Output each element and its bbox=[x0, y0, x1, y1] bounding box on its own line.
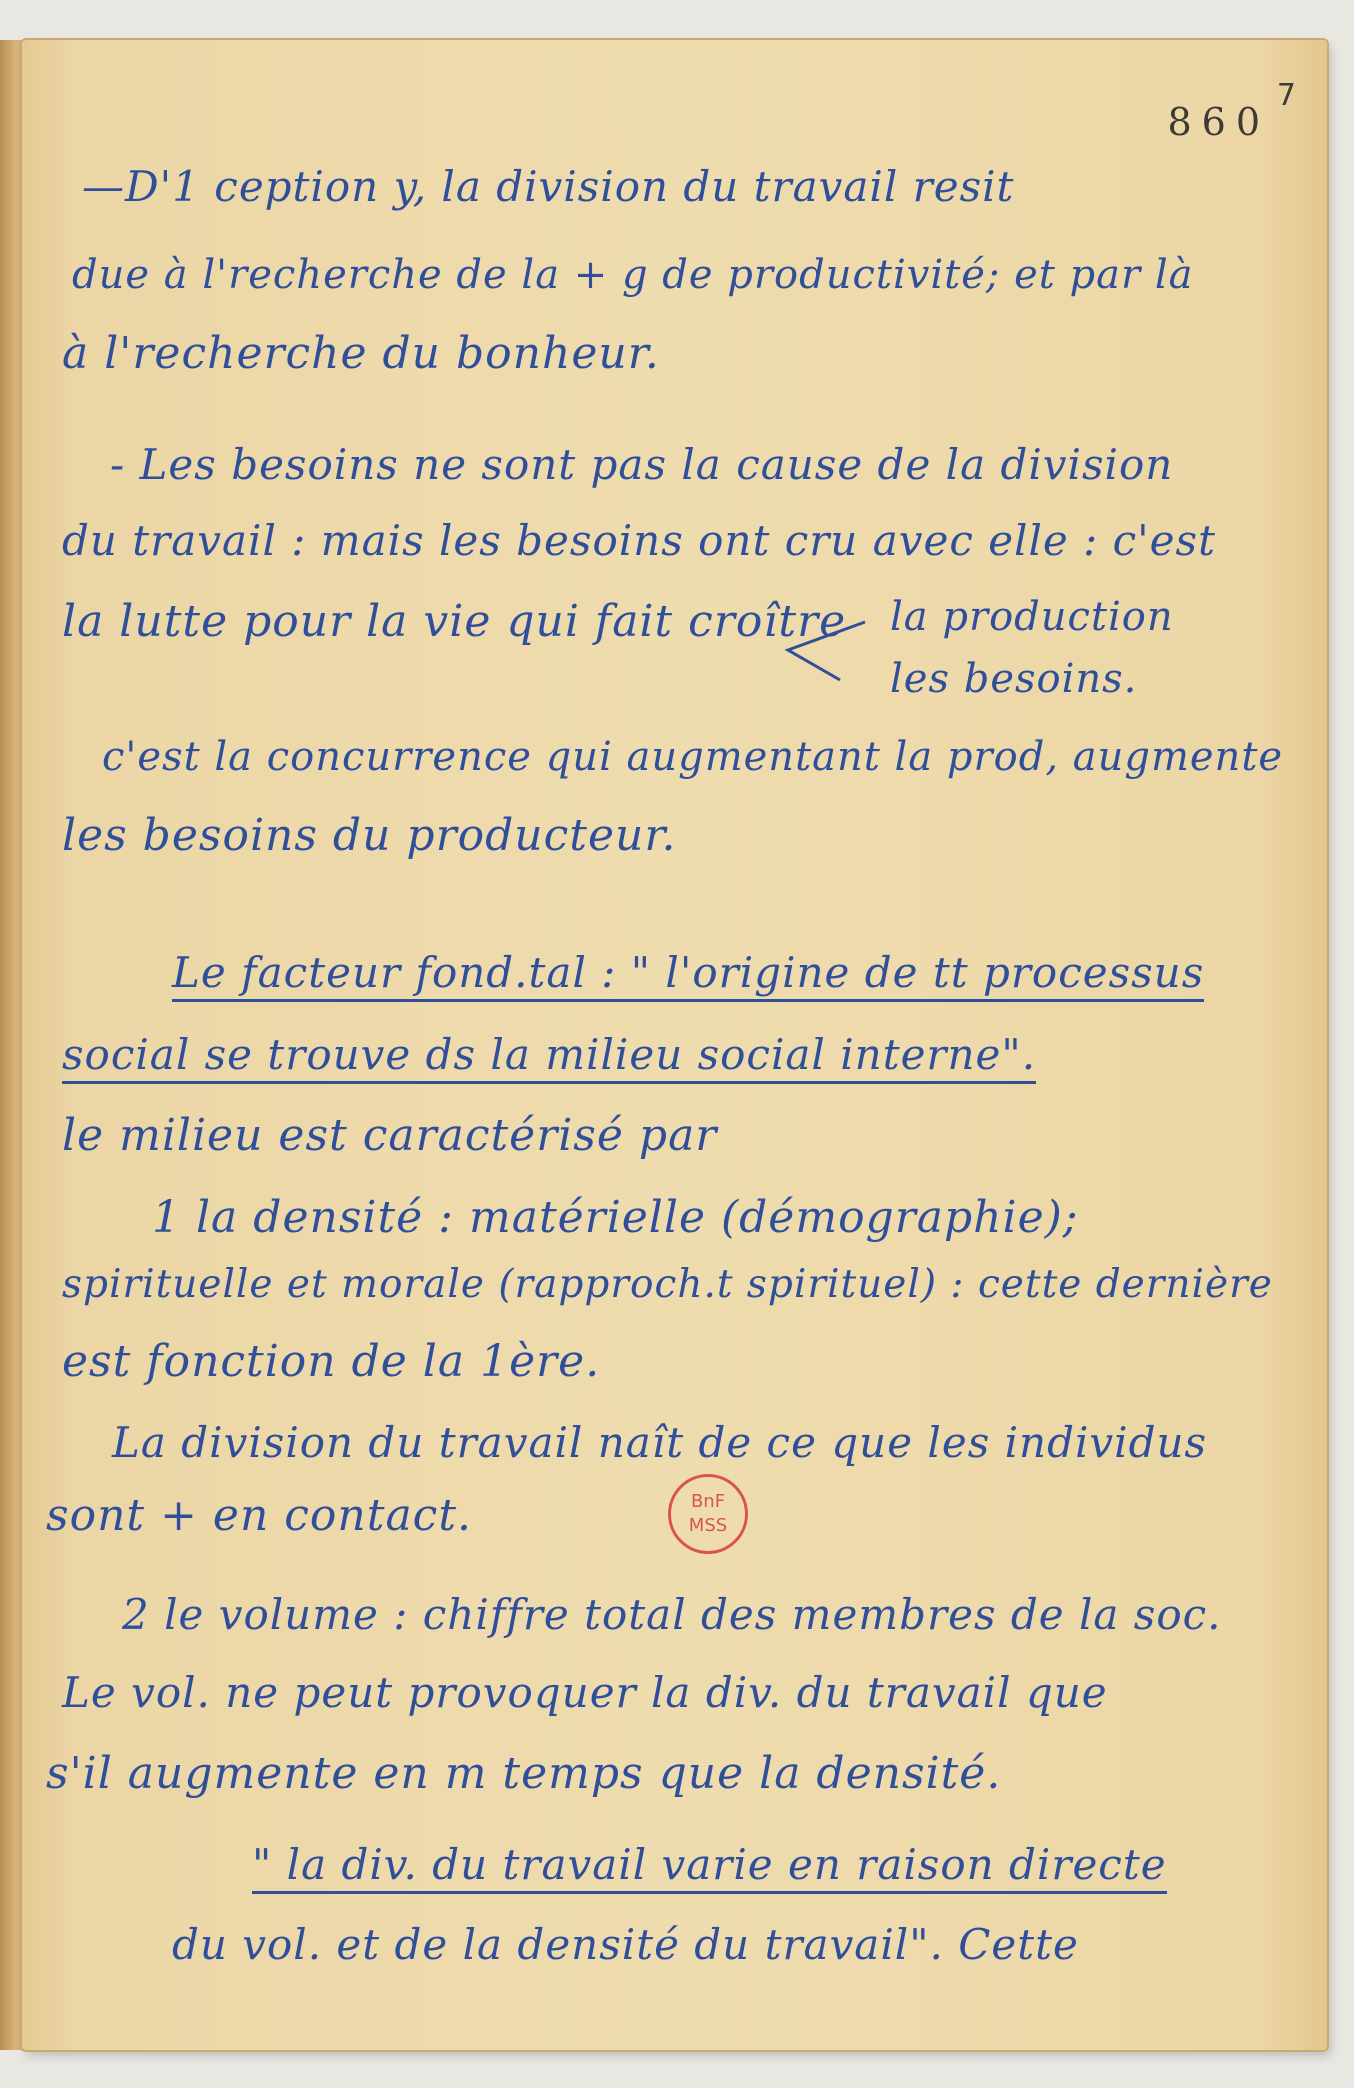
manuscript-line: la production bbox=[890, 594, 1174, 640]
manuscript-line: les besoins du producteur. bbox=[62, 810, 677, 861]
manuscript-line: est fonction de la 1ère. bbox=[62, 1336, 601, 1387]
manuscript-line: les besoins. bbox=[890, 656, 1138, 702]
bnf-library-stamp: BnF MSS bbox=[668, 1474, 748, 1554]
manuscript-line: sont + en contact. bbox=[46, 1490, 472, 1541]
manuscript-line: 2 le volume : chiffre total des membres de la soc. bbox=[122, 1590, 1222, 1639]
manuscript-line: La division du travail naît de ce que les individus bbox=[112, 1418, 1208, 1467]
manuscript-line: spirituelle et morale (rapproch.t spirituel) : cette dernière bbox=[62, 1262, 1273, 1307]
folio-mark: 7 bbox=[1276, 78, 1296, 113]
manuscript-line: —D'1 ception y, la division du travail resit bbox=[82, 162, 1015, 211]
manuscript-line: " la div. du travail varie en raison directe bbox=[252, 1840, 1167, 1889]
manuscript-line: la lutte pour la vie qui fait croître bbox=[62, 596, 847, 647]
manuscript-line: le milieu est caractérisé par bbox=[62, 1110, 718, 1161]
manuscript-line: à l'recherche du bonheur. bbox=[62, 328, 660, 379]
manuscript-line: - Les besoins ne sont pas la cause de la division bbox=[110, 440, 1174, 489]
manuscript-line: du travail : mais les besoins ont cru avec elle : c'est bbox=[62, 516, 1216, 565]
manuscript-line: Le vol. ne peut provoquer la div. du travail que bbox=[62, 1668, 1108, 1717]
manuscript-line: c'est la concurrence qui augmentant la prod, augmente bbox=[102, 734, 1284, 780]
manuscript-line: s'il augmente en m temps que la densité. bbox=[46, 1748, 1002, 1799]
manuscript-line: du vol. et de la densité du travail". Cette bbox=[172, 1920, 1079, 1969]
manuscript-line: social se trouve ds la milieu social interne". bbox=[62, 1030, 1036, 1079]
manuscript-line: 1 la densité : matérielle (démographie); bbox=[152, 1192, 1079, 1243]
branch-arrow-icon bbox=[780, 600, 870, 690]
manuscript-line: Le facteur fond.tal : " l'origine de tt processus bbox=[172, 948, 1204, 997]
manuscript-line: due à l'recherche de la + g de productivité; et par là bbox=[72, 252, 1194, 298]
folio-number: 860 bbox=[1167, 100, 1270, 144]
